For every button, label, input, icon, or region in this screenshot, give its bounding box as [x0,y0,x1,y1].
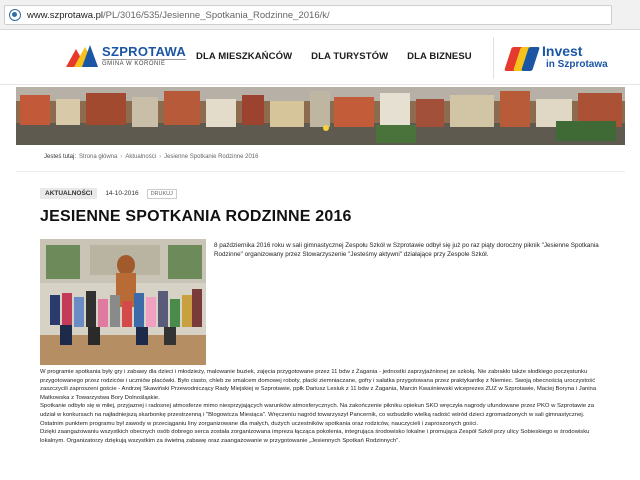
invest-flag-icon [508,45,538,71]
article-lead: 8 października 2016 roku w sali gimnastycznej Zespołu Szkół w Szprotawie odbył się już po raz piąty doroczny piknik "Jesienne Spotkania Rodzinne" organizowany przez Stowarzyszenie "Jesteśmy aktywni" działające przy Zespole Szkół. [214,242,599,258]
article-photo[interactable] [40,239,206,365]
url-path: /PL/3016/535/Jesienne_Spotkania_Rodzinne_2016/k/ [103,9,330,21]
article-body [40,368,608,445]
town-panorama-banner [16,87,625,145]
category-badge[interactable]: AKTUALNOŚCI [40,188,97,199]
article-paragraph: W programie spotkania były gry i zabawy dla dzieci i młodzieży, malowanie buziek, zajęcia przygotowane przez 11 bdw z Żagania - jednostki zaprzyjaźnionej ze szkołą. Nie zabrakło także słodkiego poczęstunku przygotowanego przez rodziców i uczniów placówki. Było ciasto, chleb ze smalcem domowej roboty, placki ziemniaczane, gofry i sałatka przygotowana przez praktykantkę z Niemiec. Swoją obecnością uroczystość zaszczycili zaproszeni goście - Andrzej Skawiński Przewodniczący Rady Miejskiej w Szprotawie, ppłk Dariusz Lesiuk z 11 bdw z Żagania, Marcin Kwaśniewski wiceprezes ZUZ w Szprotawie, Maciej Boryna i Janina Matkowska z Towarzystwa Bory Dolnośląskie. [40,369,597,401]
invest-subtitle: in Szprotawa [546,59,608,70]
breadcrumb-news[interactable]: Aktualności [125,154,157,160]
nav-item-business[interactable]: DLA BIZNESU [407,51,472,62]
main-nav [196,51,472,62]
browser-address-bar [0,0,640,30]
breadcrumb-separator: › [159,154,162,160]
article-title: JESIENNE SPOTKANIA RODZINNE 2016 [40,208,352,225]
breadcrumb-current: Jesienne Spotkanie Rodzinne 2016 [164,154,259,160]
site-logo[interactable] [66,43,186,69]
divider [16,171,625,172]
article-meta [40,188,177,199]
site-header [0,31,640,85]
invest-title: Invest [542,43,583,59]
nav-item-tourists[interactable]: DLA TURYSTÓW [311,51,389,62]
article-paragraph: Ostatnim punktem programu był zawody w przeciąganiu liny zorganizowane dla małych, dużych uczestników spotkania oraz rodziców, nauczycieli i zaproszonych gości. [40,420,479,427]
page-info-icon[interactable] [9,9,21,21]
url-field[interactable] [4,5,612,25]
url-host: www.szprotawa.pl [27,9,104,21]
crown-logo-icon [66,43,98,69]
logo-title: SZPROTAWA [102,44,187,59]
article-paragraph: Spotkanie odbyło się w miłej, przyjaznej i radosnej atmosferze mimo niesprzyjających warunków atmosferycznych. Na zakończenie pikniku opiekun SKO wręczyła nagrody ufundowane przez PKO w Szprotawie za udział w konkursach na najładniejszą skarbonkę przestrzenną i "Blogowicza Miesiąca". Wręczeniu nagród towarzyszył Pancernik, co wzbudziło wielką radość wśród dzieci zgromadzonych w sali gimnastycznej. [40,403,594,418]
breadcrumb-separator: › [120,154,123,160]
breadcrumb [44,154,258,160]
nav-item-residents[interactable]: DLA MIESZKAŃCÓW [196,51,293,62]
breadcrumb-label: Jesteś tutaj: [44,154,77,160]
article-paragraph: Dzięki zaangażowaniu wszystkich obecnych osób dobrego serca została zorganizowana impreza łącząca pokolenia, integrująca środowisko lokalne i promująca Zespół Szkół przy ulicy Sobieskiego w środowisku lokalnym. Organizatorzy dziękują wszystkim za świetną zabawę oraz zaangażowanie w przygotowanie „Jesiennych Spotkań Rodzinnych". [40,429,590,444]
post-date: 14-10-2016 [105,190,139,197]
slider-indicator[interactable] [323,125,329,131]
logo-subtitle: GMINA W KORONIE [102,59,186,67]
print-button[interactable]: DRUKUJ [147,189,177,199]
breadcrumb-home[interactable]: Strona główna [79,154,118,160]
invest-logo[interactable] [493,37,623,79]
